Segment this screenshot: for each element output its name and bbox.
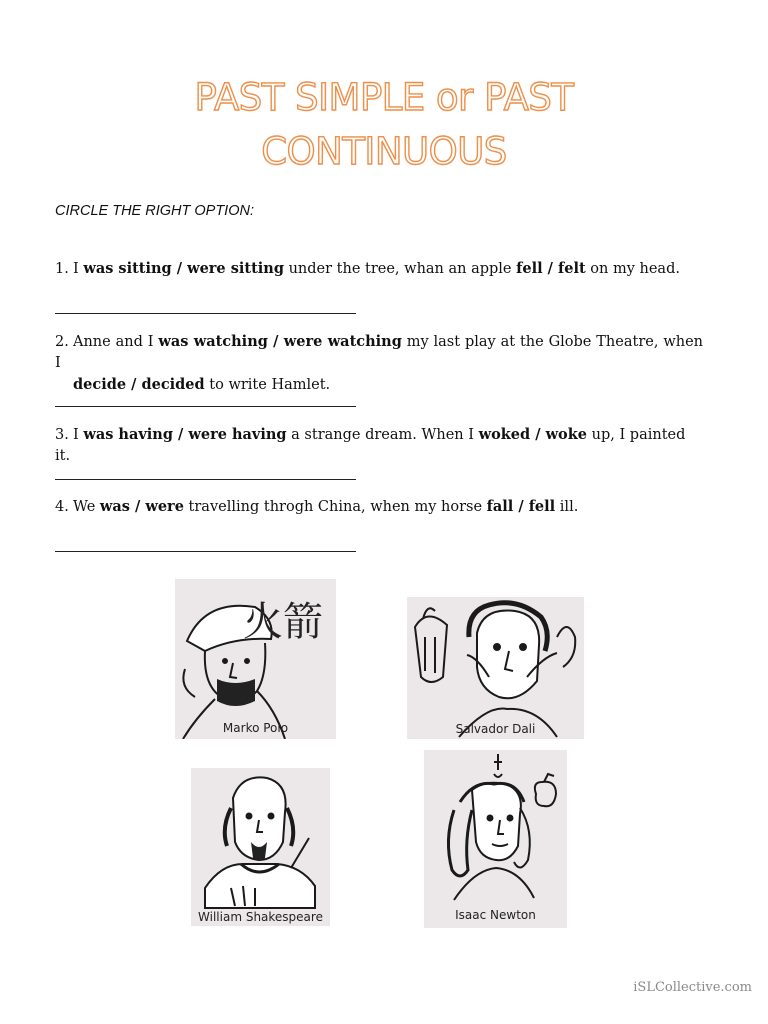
answer-line-3[interactable] (55, 479, 356, 480)
question-number: 3. (55, 427, 69, 443)
caption-william-shakespeare: William Shakespeare (198, 910, 323, 924)
option-pair[interactable]: fall / fell (486, 498, 556, 515)
question-3: 3. I was having / were having a strange dream. When I woked / woke up, I painted it. (55, 426, 686, 464)
option-pair[interactable]: was / were (99, 498, 184, 515)
option-pair[interactable]: woked / woke (478, 426, 587, 443)
option-pair[interactable]: fell / felt (516, 260, 586, 277)
picture-isaac-newton (424, 750, 567, 928)
answer-line-1[interactable] (55, 313, 356, 314)
question-4: 4. We was / were travelling throgh China, when my horse fall / fell ill. (55, 496, 703, 518)
caption-salvador-dali: Salvador Dali (455, 722, 536, 736)
marko-polo-illustration (175, 579, 336, 739)
chinese-glyph-1: 火箭 (243, 599, 323, 645)
caption-isaac-newton: Isaac Newton (455, 908, 536, 922)
option-pair[interactable]: was having / were having (83, 426, 287, 443)
page-title-line-2: CONTINUOUS (261, 130, 507, 173)
question-number: 4. (55, 499, 69, 515)
answer-line-4[interactable] (55, 551, 356, 552)
picture-william-shakespeare (191, 768, 330, 926)
answer-line-2[interactable] (55, 406, 356, 407)
question-1: 1. I was sitting / were sitting under the tree, whan an apple fell / felt on my head. (55, 258, 703, 280)
caption-marko-polo: Marko Polo (222, 721, 289, 735)
salvador-dali-illustration (407, 597, 584, 739)
footer-watermark: iSLCollective.com (633, 980, 752, 995)
question-number: 2. (55, 334, 69, 350)
picture-salvador-dali (407, 597, 584, 739)
instruction: CIRCLE THE RIGHT OPTION: (55, 203, 254, 219)
option-pair[interactable]: was watching / were watching (158, 333, 402, 350)
question-2: 2. Anne and I was watching / were watching my last play at the Globe Theatre, when I decide / decided to write Hamlet. (55, 333, 703, 393)
option-pair[interactable]: decide / decided (73, 376, 205, 393)
william-shakespeare-illustration (191, 768, 330, 926)
picture-marko-polo (175, 579, 336, 739)
option-pair[interactable]: was sitting / were sitting (83, 260, 284, 277)
isaac-newton-illustration (424, 750, 567, 928)
question-number: 1. (55, 261, 69, 277)
page-title-line-1: PAST SIMPLE or PAST (194, 76, 574, 119)
